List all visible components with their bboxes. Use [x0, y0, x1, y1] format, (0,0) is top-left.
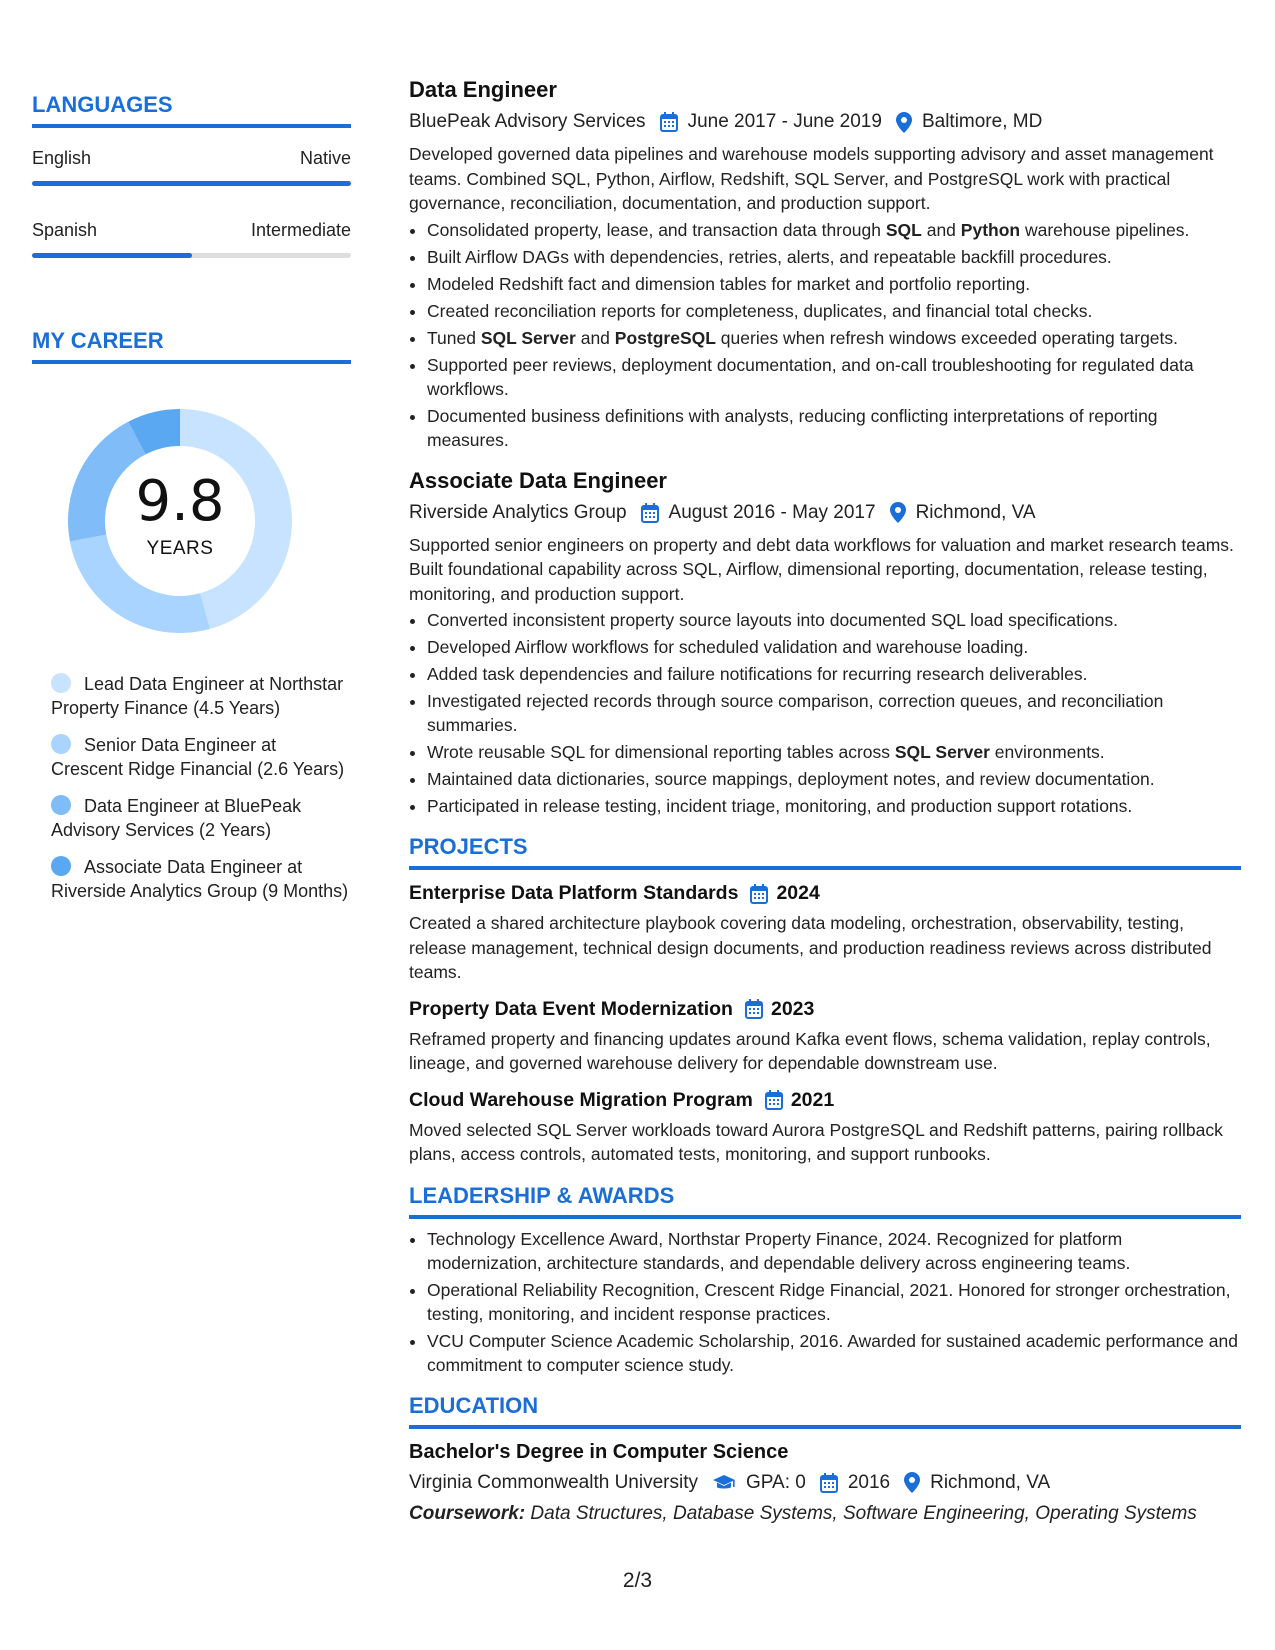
job-title: Data Engineer — [409, 77, 557, 102]
bullet-text: Built Airflow DAGs with dependencies, retries, alerts, and repeatable backfill procedures. — [427, 246, 1112, 267]
awards-title: LEADERSHIP & AWARDS — [409, 1183, 1241, 1219]
bullet-keyword: PostgreSQL — [614, 327, 716, 348]
job-entry — [409, 468, 1241, 819]
job-bullet — [427, 245, 1241, 269]
bullet-text: Consolidated property, lease, and transaction data through — [427, 219, 886, 240]
language-level: Intermediate — [250, 220, 351, 240]
awards-section — [409, 1183, 1241, 1377]
language-level-bar — [32, 181, 351, 186]
main-content — [409, 77, 1241, 1525]
experience-list — [409, 77, 1241, 818]
projects-title: PROJECTS — [409, 834, 1241, 870]
job-entry — [409, 77, 1241, 452]
job-location: Richmond, VA — [915, 501, 1036, 523]
language-name: English — [32, 148, 92, 168]
coursework — [409, 1503, 1241, 1525]
project-entry — [409, 1089, 1241, 1167]
graduation-year: 2016 — [847, 1471, 891, 1493]
job-bullet — [427, 404, 1241, 452]
school-name: Virginia Commonwealth University — [409, 1471, 698, 1493]
languages-title: LANGUAGES — [32, 92, 351, 128]
bullet-text: Converted inconsistent property source layouts into documented SQL load specifications. — [427, 610, 1118, 630]
projects-section — [409, 834, 1241, 1167]
bullet-text: Wrote reusable SQL for dimensional reporting tables across — [427, 742, 895, 762]
job-bullets — [409, 608, 1241, 818]
job-bullet — [427, 326, 1241, 350]
legend-dot — [51, 795, 71, 815]
bullet-text: Documented business definitions with analysts, reducing conflicting interpretations of reporting measures. — [427, 405, 1158, 450]
job-bullets — [409, 218, 1241, 452]
language-row — [32, 220, 351, 241]
project-entry — [409, 998, 1241, 1076]
map-pin-icon — [896, 112, 912, 133]
awards-list — [409, 1227, 1241, 1377]
coursework-label: Coursework: — [409, 1502, 526, 1524]
bullet-keyword: SQL Server — [894, 742, 990, 762]
bullet-text: queries when refresh windows exceeded operating targets. — [715, 327, 1179, 348]
job-bullet — [427, 608, 1241, 632]
job-bullet — [427, 272, 1241, 296]
bullet-text: Modeled Redshift fact and dimension tables for market and portfolio reporting. — [427, 273, 1031, 294]
bullet-text: and — [921, 219, 961, 240]
donut-center — [65, 406, 295, 636]
job-bullet — [427, 794, 1241, 818]
job-bullet — [427, 218, 1241, 242]
page-number: 2/3 — [622, 1569, 653, 1592]
bullet-text: Created reconciliation reports for completeness, duplicates, and financial total checks. — [427, 300, 1093, 321]
career-legend-label: Associate Data Engineer at Riverside Analytics Group (9 Months) — [51, 857, 349, 901]
education-title: EDUCATION — [409, 1393, 1241, 1429]
career-total-unit: YEARS — [146, 538, 214, 559]
bullet-keyword: SQL — [885, 219, 922, 240]
job-dates: August 2016 - May 2017 — [668, 501, 876, 523]
languages-list — [32, 148, 351, 258]
job-location: Baltimore, MD — [921, 111, 1043, 132]
career-legend-item — [51, 672, 351, 720]
career-legend-item — [51, 794, 351, 842]
career-section — [32, 328, 351, 903]
career-legend-item — [51, 855, 351, 903]
career-legend — [51, 672, 351, 903]
project-year: 2021 — [790, 1088, 835, 1111]
gpa: GPA: 0 — [745, 1471, 806, 1493]
calendar-icon — [820, 1473, 838, 1493]
projects-list — [409, 882, 1241, 1167]
project-header — [409, 882, 1241, 905]
project-name: Property Data Event Modernization — [409, 997, 733, 1020]
job-meta — [409, 111, 1241, 133]
job-bullet — [427, 767, 1241, 791]
project-header — [409, 1089, 1241, 1112]
coursework-list: Data Structures, Database Systems, Software Engineering, Operating Systems — [530, 1502, 1197, 1524]
project-description: Moved selected SQL Server workloads toward Aurora PostgreSQL and Redshift patterns, pairing rollback plans, access controls, automated tests, monitoring, and support runbooks. — [409, 1119, 1223, 1164]
project-entry — [409, 882, 1241, 985]
career-legend-label: Senior Data Engineer at Crescent Ridge Financial (2.6 Years) — [51, 735, 345, 779]
education-section — [409, 1393, 1241, 1525]
sidebar — [32, 92, 351, 916]
bullet-text: Participated in release testing, incident triage, monitoring, and production support rotations. — [427, 796, 1133, 816]
calendar-icon — [750, 884, 768, 904]
bullet-text: Added task dependencies and failure notifications for recurring research deliverables. — [427, 664, 1088, 684]
project-name: Enterprise Data Platform Standards — [409, 882, 739, 904]
job-meta — [409, 502, 1241, 524]
job-summary: Developed governed data pipelines and warehouse models supporting advisory and asset management teams. Combined SQL, Python, Airflow, Redshift, SQL Server, and PostgreSQL work with practical governance, reconciliation, documentation, and production support. — [409, 144, 1214, 213]
language-level: Native — [299, 148, 351, 168]
bullet-text: Maintained data dictionaries, source mappings, deployment notes, and review documentation. — [427, 769, 1155, 789]
job-bullet — [427, 353, 1241, 401]
company-name: BluePeak Advisory Services — [409, 111, 646, 132]
job-bullet — [427, 635, 1241, 659]
calendar-icon — [745, 999, 763, 1019]
bullet-keyword: Python — [960, 219, 1021, 240]
education-meta — [409, 1472, 1241, 1494]
career-legend-label: Lead Data Engineer at Northstar Property Finance (4.5 Years) — [51, 674, 344, 718]
career-title: MY CAREER — [32, 328, 351, 364]
project-year: 2024 — [776, 882, 820, 904]
bullet-keyword: SQL Server — [480, 327, 576, 348]
bullet-text: Supported peer reviews, deployment documentation, and on-call troubleshooting for regulated data workflows. — [427, 354, 1194, 399]
company-name: Riverside Analytics Group — [409, 501, 627, 523]
language-name: Spanish — [32, 220, 98, 240]
career-total-years: 9.8 — [135, 469, 225, 534]
job-bullet — [427, 662, 1241, 686]
project-year: 2023 — [770, 997, 815, 1020]
award-item: • Technology Excellence Award, Northstar Property Finance, 2024. Recognized for platform modernization, architecture standards, and dependable delivery across engineering teams. — [427, 1227, 1241, 1275]
map-pin-icon — [904, 1472, 920, 1493]
career-legend-item — [51, 733, 351, 781]
education-location: Richmond, VA — [930, 1471, 1051, 1493]
legend-dot — [51, 734, 71, 754]
bullet-text: Tuned — [427, 327, 481, 348]
map-pin-icon — [890, 502, 906, 523]
job-title: Associate Data Engineer — [409, 467, 667, 493]
language-level-fill — [32, 253, 192, 258]
bullet-text: warehouse pipelines. — [1020, 219, 1190, 240]
award-item: • VCU Computer Science Academic Scholarship, 2016. Awarded for sustained academic performance and commitment to computer science study. — [427, 1329, 1241, 1377]
career-legend-label: Data Engineer at BluePeak Advisory Services (2 Years) — [51, 796, 302, 840]
job-dates: June 2017 - June 2019 — [687, 111, 882, 132]
bullet-text: environments. — [989, 742, 1105, 762]
project-header — [409, 998, 1241, 1021]
calendar-icon — [641, 503, 659, 523]
award-item: • Operational Reliability Recognition, Crescent Ridge Financial, 2021. Honored for stronger orchestration, testing, monitoring, and incident response practices. — [427, 1278, 1241, 1326]
graduation-cap-icon — [712, 1473, 736, 1493]
project-name: Cloud Warehouse Migration Program — [409, 1088, 753, 1111]
bullet-text: Developed Airflow workflows for scheduled validation and warehouse loading. — [427, 637, 1029, 657]
job-summary: Supported senior engineers on property and debt data workflows for valuation and market research teams. Built foundational capability across SQL, Airflow, dimensional reporting, documentation, release testing, monitoring, and production support. — [409, 534, 1234, 604]
language-level-bar — [32, 253, 351, 258]
calendar-icon — [765, 1090, 783, 1110]
language-row — [32, 148, 351, 169]
job-bullet — [427, 740, 1241, 764]
project-description: Reframed property and financing updates around Kafka event flows, schema validation, replay controls, lineage, and governed warehouse delivery for dependable downstream use. — [409, 1028, 1211, 1073]
career-donut-chart — [65, 406, 295, 636]
legend-dot — [51, 856, 71, 876]
job-bullet — [427, 689, 1241, 737]
job-bullet — [427, 299, 1241, 323]
degree: Bachelor's Degree in Computer Science — [409, 1440, 789, 1463]
languages-section — [32, 92, 351, 258]
bullet-text: Investigated rejected records through source comparison, correction queues, and reconciliation summaries. — [427, 691, 1164, 735]
calendar-icon — [660, 112, 678, 132]
language-level-fill — [32, 181, 351, 186]
project-description: Created a shared architecture playbook covering data modeling, orchestration, observability, testing, release management, technical design documents, and production readiness reviews across distributed teams. — [409, 913, 1212, 982]
bullet-text: and — [575, 327, 615, 348]
legend-dot — [51, 673, 71, 693]
